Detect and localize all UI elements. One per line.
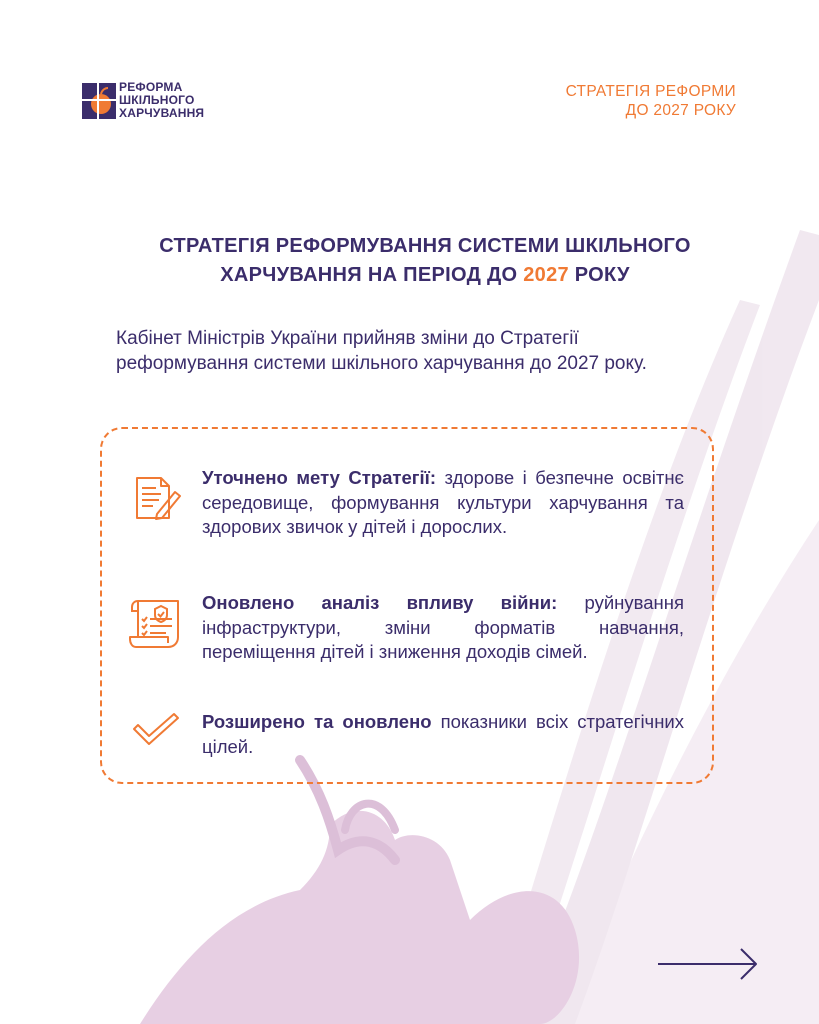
item-3-bold: Розширено та оновлено — [202, 711, 432, 732]
page-title — [60, 232, 790, 290]
item-1-bold: Уточнено мету Стратегії: — [202, 467, 436, 488]
title-line-2-end: РОКУ — [568, 264, 630, 286]
item-2-bold: Оновлено аналіз впливу війни: — [202, 592, 558, 613]
logo-line-2: ШКІЛЬНОГО — [119, 93, 195, 107]
title-line-2-start: ХАРЧУВАННЯ НА ПЕРІОД ДО — [220, 264, 524, 286]
checkmark-icon — [131, 712, 181, 746]
document-pen-icon — [131, 472, 183, 524]
intro-paragraph: Кабінет Міністрів України прийняв зміни до Стратегії реформування системи шкільного харчування до 2027 року. — [116, 328, 647, 374]
brand-logo — [82, 81, 204, 120]
header-line-1: СТРАТЕГІЯ РЕФОРМИ — [565, 83, 736, 100]
list-item-war-impact — [202, 591, 684, 665]
item-1-text: здорове і безпечне освітнє середовище, формування культури харчування та здорових звичок у дітей і дорослих. — [202, 467, 684, 537]
title-line-1: СТРАТЕГІЯ РЕФОРМУВАННЯ СИСТЕМИ ШКІЛЬНОГО — [159, 235, 691, 257]
certificate-checklist-icon — [128, 597, 184, 651]
item-2-text: руйнування інфраструктури, зміни форматів навчання, переміщення дітей і зниження доходів сімей. — [202, 592, 684, 662]
arrow-right-icon[interactable] — [657, 947, 759, 981]
school-meal-logo-icon — [82, 83, 116, 119]
header-line-2: ДО 2027 РОКУ — [625, 102, 736, 119]
logo-line-1: РЕФОРМА — [119, 80, 183, 94]
item-3-text: показники всіх стратегічних цілей. — [202, 711, 684, 757]
title-line-2 — [60, 261, 790, 290]
title-year: 2027 — [523, 264, 569, 286]
list-item-goal — [202, 466, 684, 540]
header-strategy-label — [566, 82, 736, 120]
logo-line-3: ХАРЧУВАННЯ — [119, 106, 205, 120]
list-item-indicators — [202, 710, 684, 759]
logo-text — [119, 81, 204, 120]
